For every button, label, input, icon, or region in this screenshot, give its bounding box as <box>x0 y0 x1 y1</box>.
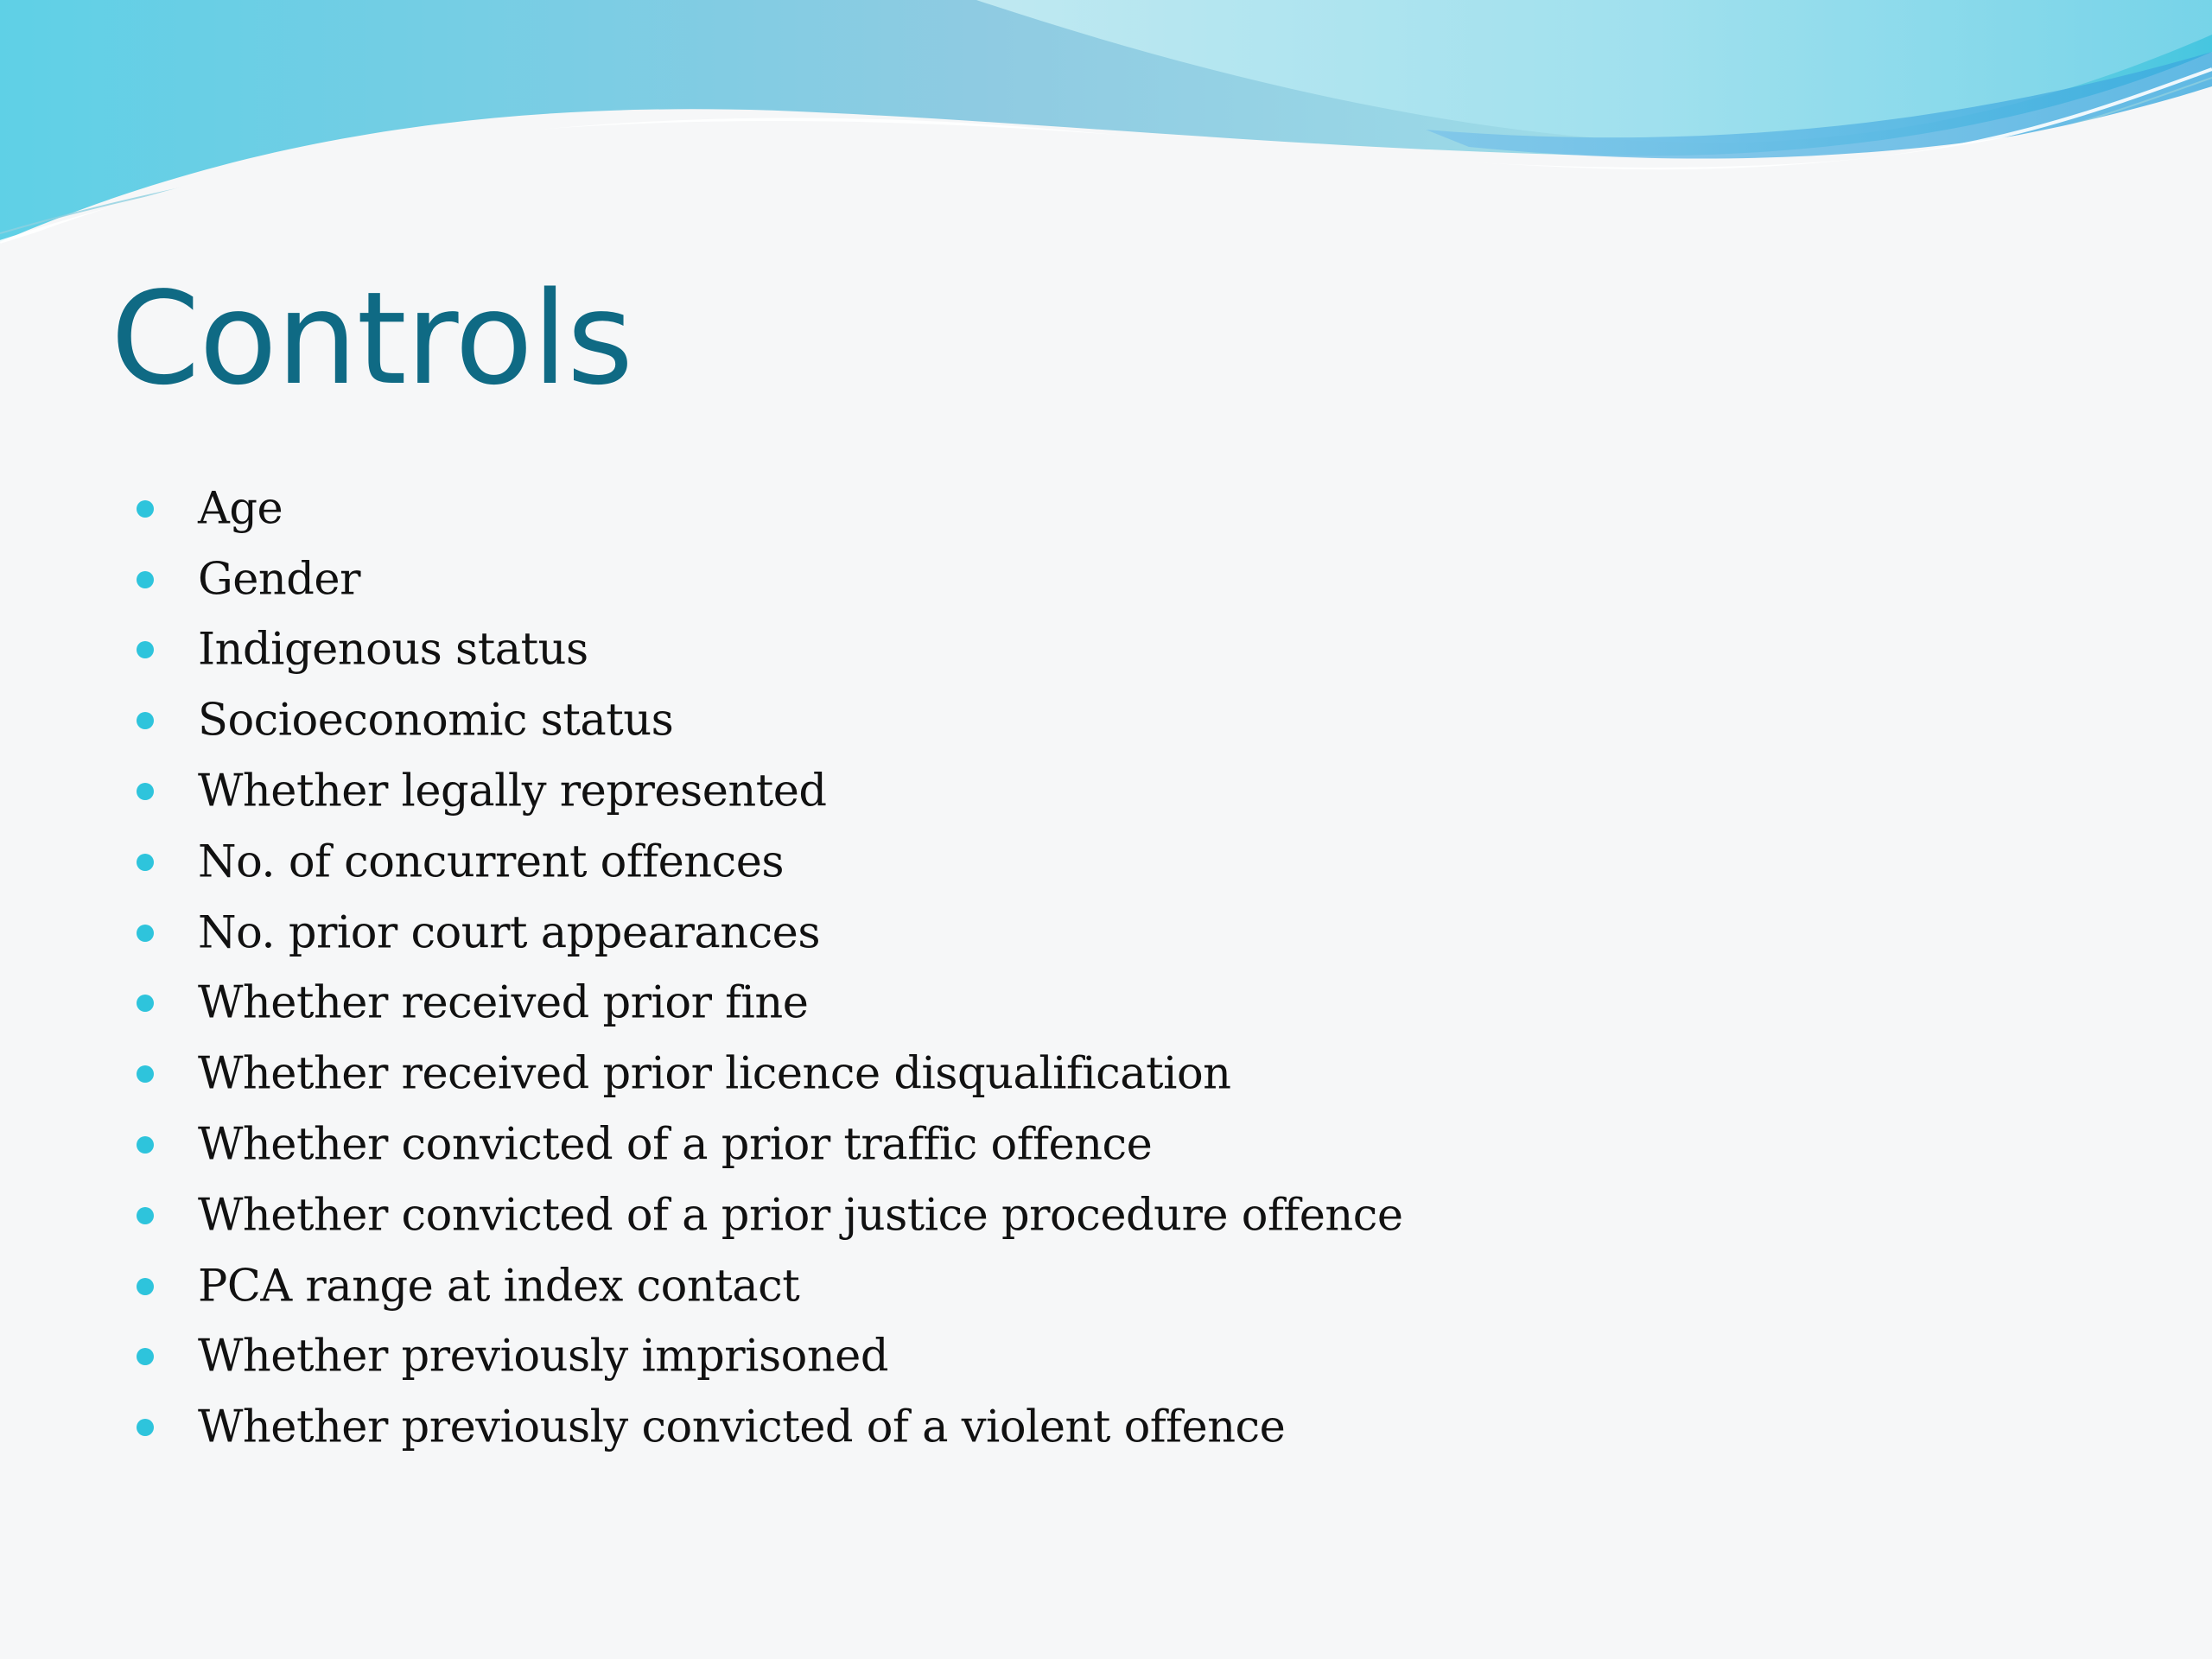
bullet-text: Whether previously imprisoned <box>198 1331 889 1382</box>
slide-title: Controls <box>111 264 633 413</box>
bullet-text: Whether previously convicted of a violent offence <box>198 1402 1286 1453</box>
bullet-text: Whether received prior licence disqualification <box>198 1048 1231 1100</box>
bullet-icon <box>137 1278 154 1295</box>
bullet-icon <box>137 925 154 942</box>
bullet-text: PCA range at index contact <box>198 1261 800 1313</box>
bullet-text: Whether convicted of a prior traffic offence <box>198 1119 1153 1171</box>
bullet-text: Whether legally represented <box>198 766 827 817</box>
bullet-icon <box>137 712 154 729</box>
bullet-icon <box>137 1348 154 1365</box>
header-wave-decoration <box>0 0 2212 259</box>
bullet-icon <box>137 1136 154 1154</box>
bullet-icon <box>137 571 154 588</box>
bullet-icon <box>137 1419 154 1436</box>
bullet-icon <box>137 641 154 658</box>
bullet-text: No. prior court appearances <box>198 907 821 959</box>
bullet-text: Whether received prior fine <box>198 977 809 1029</box>
bullet-text: Gender <box>198 554 360 606</box>
bullet-text: Age <box>198 483 283 535</box>
bullet-icon <box>137 995 154 1012</box>
bullet-icon <box>137 854 154 871</box>
bullet-text: Whether convicted of a prior justice procedure offence <box>198 1190 1403 1242</box>
bullet-text: Indigenous status <box>198 624 588 676</box>
bullet-text: No. of concurrent offences <box>198 836 785 888</box>
bullet-icon <box>137 500 154 518</box>
bullet-icon <box>137 783 154 800</box>
bullet-icon <box>137 1065 154 1083</box>
bullet-text: Socioeconomic status <box>198 695 674 747</box>
bullet-icon <box>137 1207 154 1224</box>
